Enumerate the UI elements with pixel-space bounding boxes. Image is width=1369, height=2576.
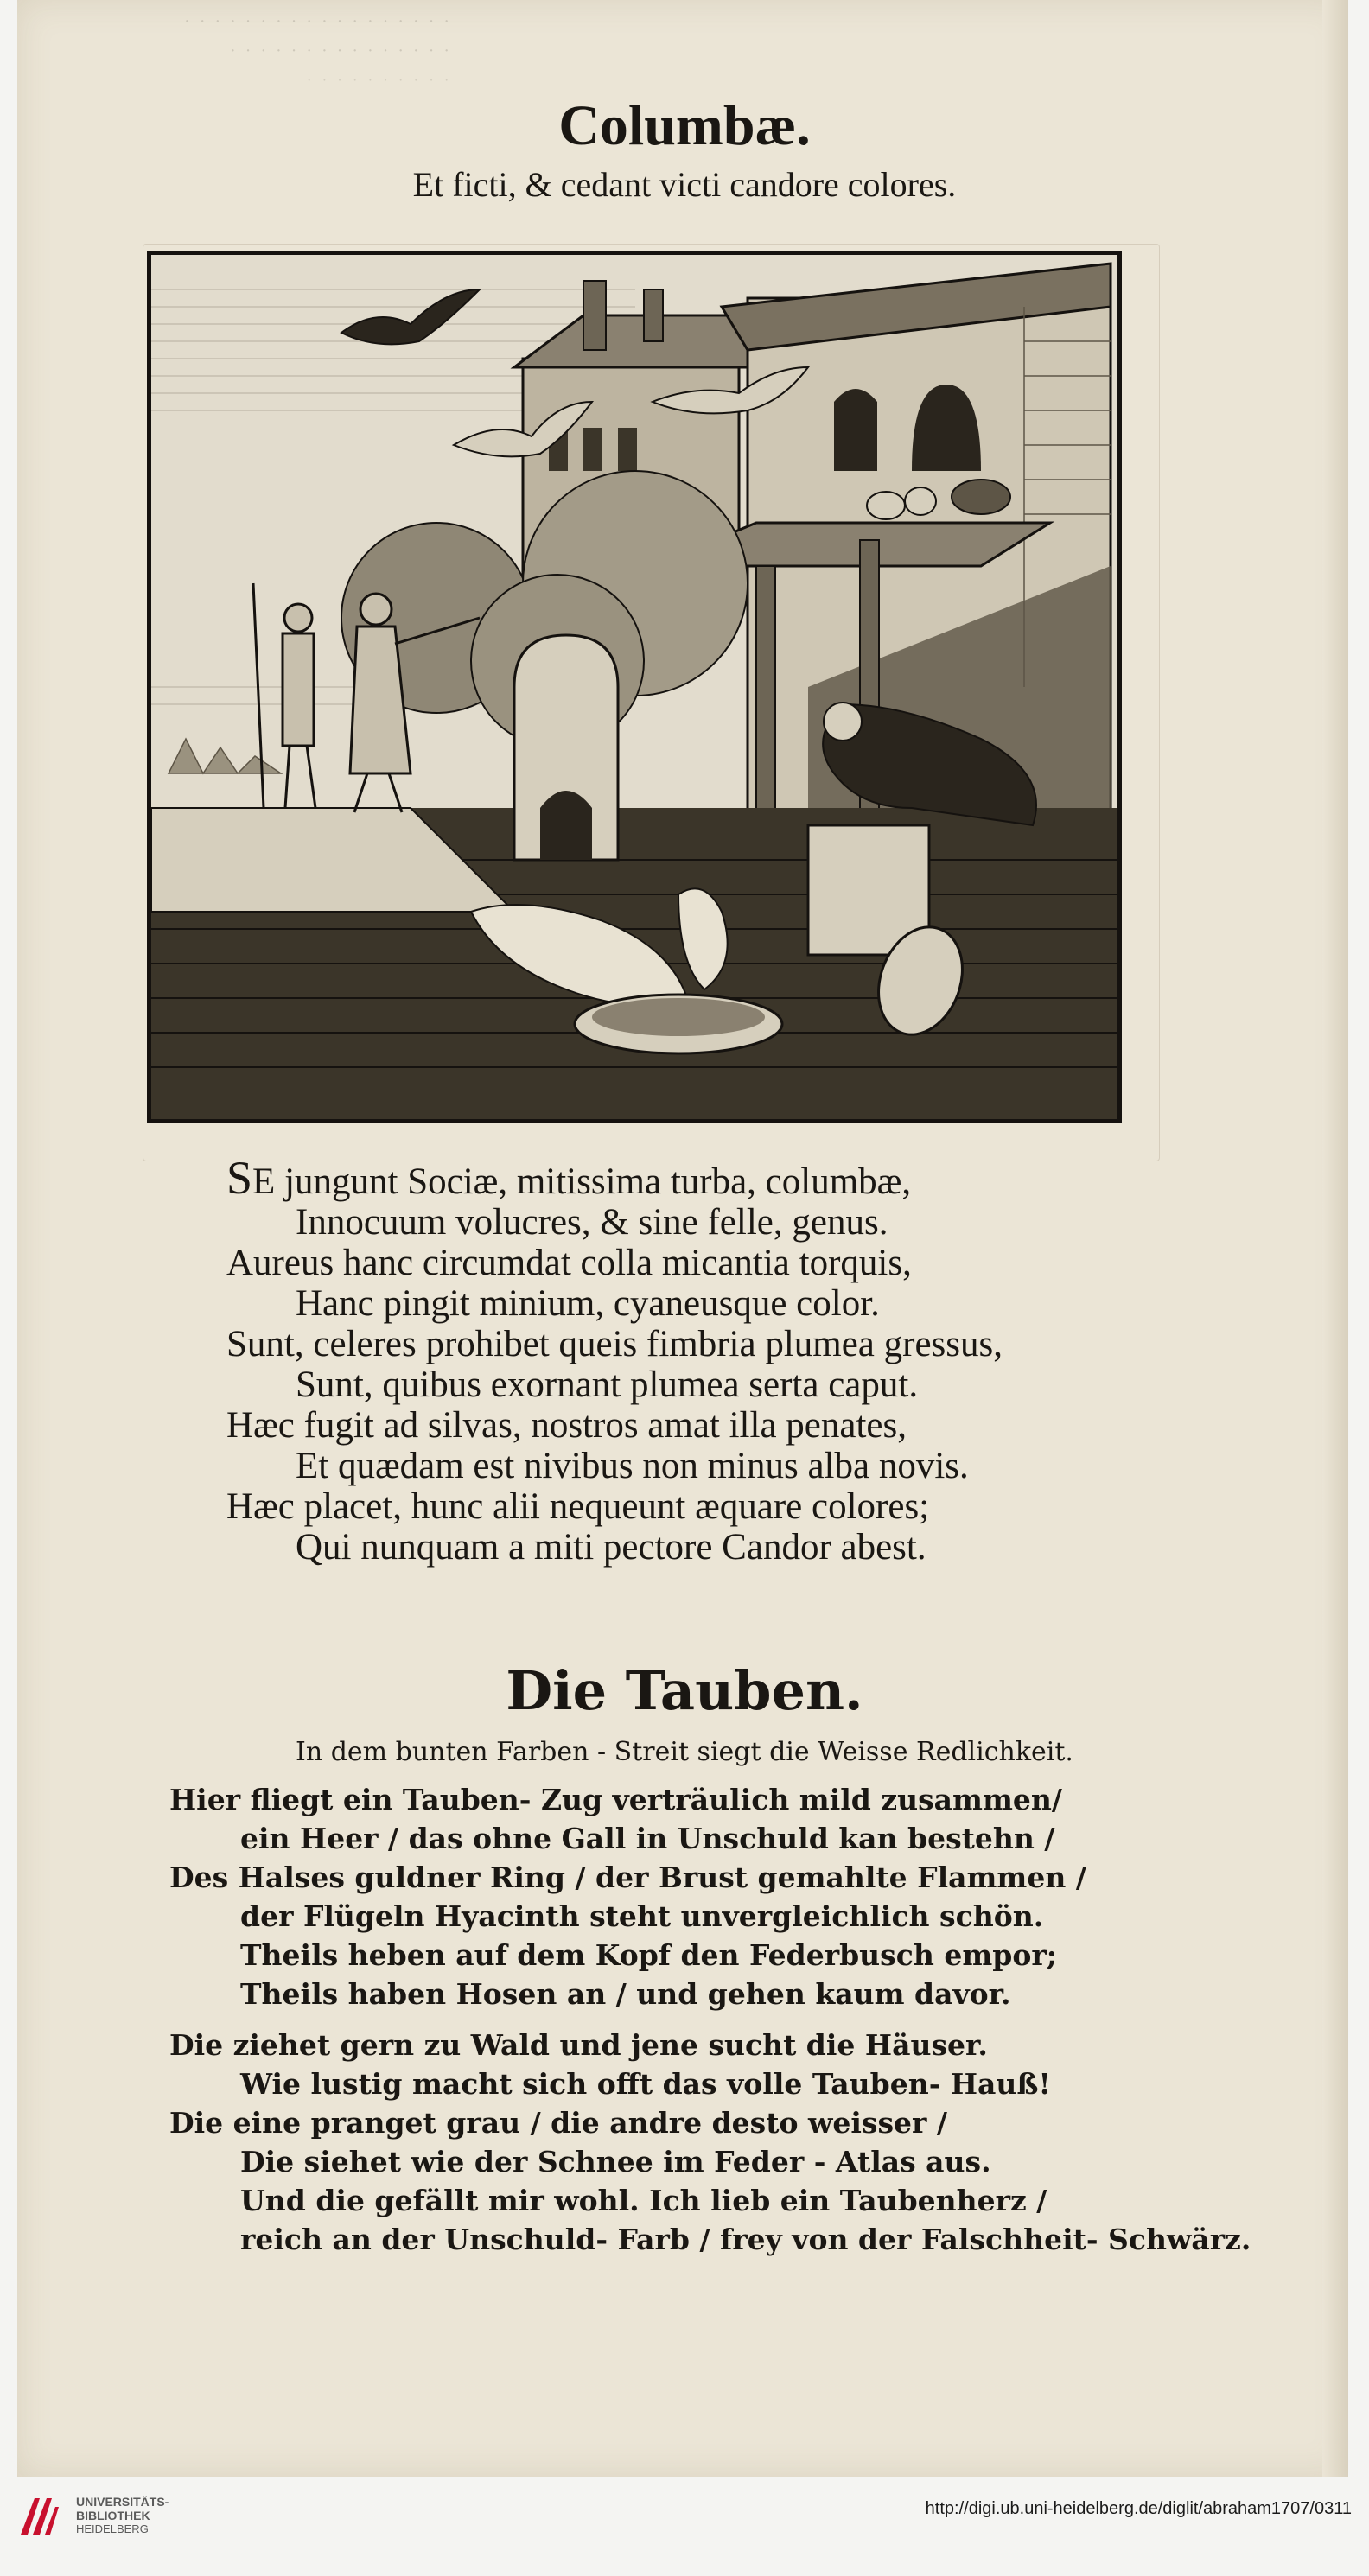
- latin-line: Sunt, celeres prohibet queis fimbria plumea gressus,: [226, 1324, 1003, 1364]
- viewer-footer: [0, 2477, 1369, 2576]
- page-title: Columbæ.: [558, 94, 811, 157]
- latin-line: Hæc placet, hunc alii nequeunt æquare colores;: [226, 1486, 930, 1527]
- german-line: Die eine pranget grau / die andre desto weisser /: [169, 2106, 947, 2140]
- german-line: Hier fliegt ein Tauben- Zug verträulich mild zusammen/: [169, 1783, 1062, 1816]
- library-name-line: UNIVERSITÄTS-: [76, 2495, 169, 2509]
- german-line: Wie lustig macht sich offt das volle Tauben- Hauß!: [240, 2067, 1051, 2101]
- latin-line: Aureus hanc circumdat colla micantia torquis,: [226, 1243, 912, 1283]
- page-url-link[interactable]: http://digi.ub.uni-heidelberg.de/diglit/abraham1707/0311: [925, 2499, 1352, 2518]
- latin-drop-cap: S: [226, 1152, 253, 1204]
- german-line: Die ziehet gern zu Wald und jene sucht die Häuser.: [169, 2028, 988, 2062]
- library-name-line: BIBLIOTHEK: [76, 2509, 150, 2522]
- page-subtitle: Et ficti, & cedant victi candore colores.: [412, 165, 957, 204]
- engraving-illustration: [147, 251, 1122, 1123]
- german-poem: [169, 1780, 1251, 2259]
- latin-poem: [226, 1152, 1177, 1568]
- german-line: reich an der Unschuld- Farb / frey von der Falschheit- Schwärz.: [240, 2223, 1251, 2256]
- german-line: Theils heben auf dem Kopf den Federbusch empor;: [240, 1938, 1057, 1972]
- german-line: ein Heer / das ohne Gall in Unschuld kan bestehn /: [240, 1822, 1055, 1855]
- library-name[interactable]: [76, 2495, 169, 2536]
- library-name-line: HEIDELBERG: [76, 2522, 149, 2535]
- bleed-through-text: · · · · · · · · · · · · · · · · · · · · · · · · · · · · · · · · · · · · · · · · · · ·: [181, 12, 449, 90]
- german-motto: In dem bunten Farben - Streit siegt die Weisse Redlichkeit.: [296, 1737, 1073, 1767]
- latin-line: Innocuum volucres, & sine felle, genus.: [296, 1202, 888, 1243]
- latin-line: Qui nunquam a miti pectore Candor abest.: [296, 1527, 926, 1568]
- german-line: Die siehet wie der Schnee im Feder - Atlas aus.: [240, 2145, 991, 2178]
- latin-line: Sunt, quibus exornant plumea serta caput.: [296, 1364, 919, 1405]
- university-logo-icon[interactable]: [16, 2491, 64, 2540]
- latin-line: Hanc pingit minium, cyaneusque color.: [296, 1283, 880, 1324]
- german-line: Theils haben Hosen an / und gehen kaum davor.: [240, 1977, 1011, 2011]
- page-edge: [1322, 0, 1348, 2477]
- german-line: Und die gefällt mir wohl. Ich lieb ein Taubenherz /: [240, 2184, 1047, 2217]
- german-line: Des Halses guldner Ring / der Brust gemahlte Flammen /: [169, 1860, 1086, 1894]
- german-line: der Flügeln Hyacinth steht unvergleichlich schön.: [240, 1899, 1044, 1933]
- latin-line: Hæc fugit ad silvas, nostros amat illa penates,: [226, 1405, 907, 1446]
- german-title: Die Tauben.: [506, 1659, 863, 1722]
- latin-line-text: E jungunt Sociæ, mitissima turba, columbæ,: [252, 1161, 912, 1202]
- latin-line: [226, 1152, 1177, 1204]
- latin-line: Et quædam est nivibus non minus alba novis.: [296, 1446, 969, 1486]
